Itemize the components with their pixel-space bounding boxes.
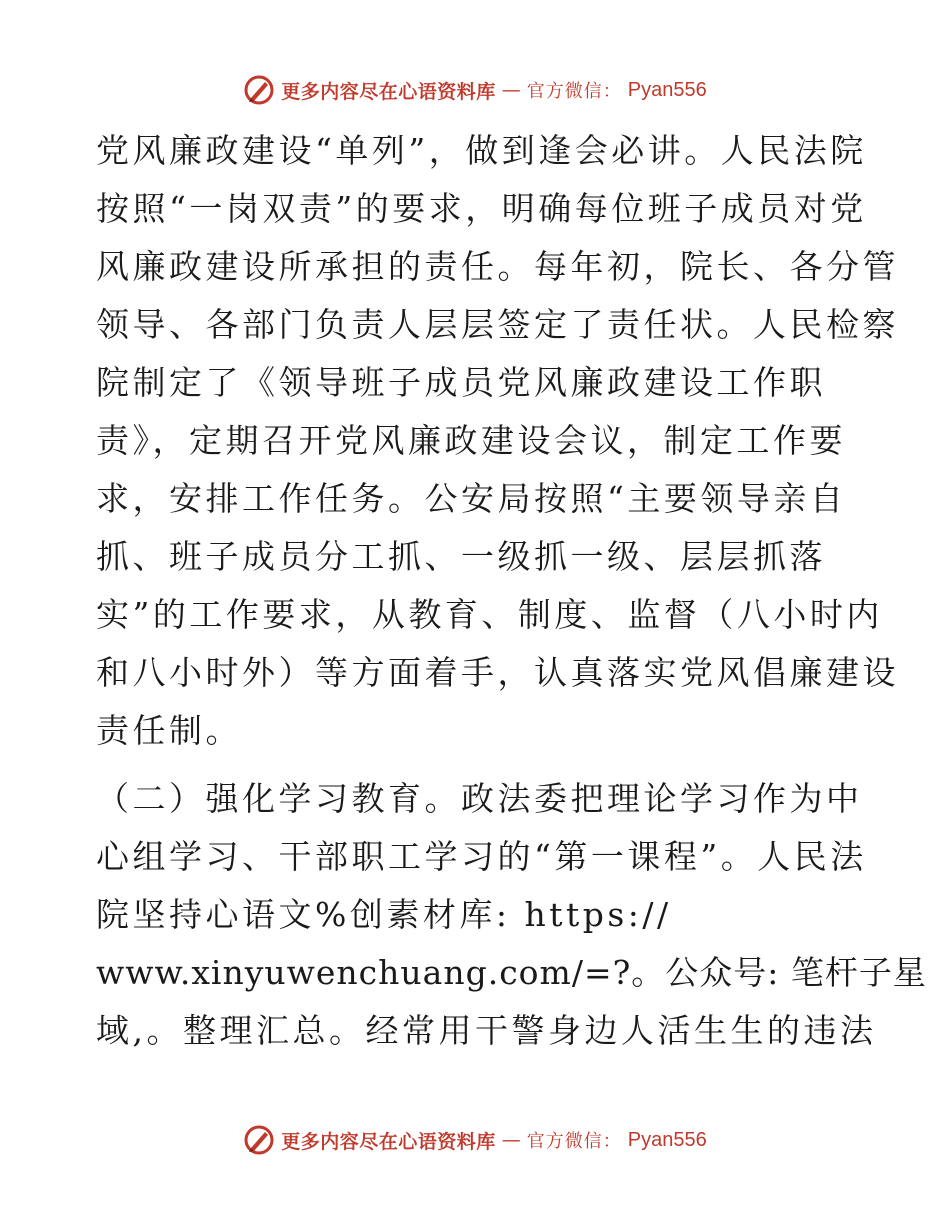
header-banner [0, 70, 950, 110]
banner-contact-id: Pyan556 [627, 1128, 707, 1151]
footer-banner [0, 1120, 950, 1160]
banner-brand-text: 更多内容尽在心语资料库 [281, 1130, 496, 1153]
text-line: 抓、班子成员分工抓、一级抓一级、层层抓落 [96, 537, 826, 576]
text-line: 风廉政建设所承担的责任。每年初，院长、各分管 [96, 247, 899, 286]
text-line: www.xinyuwenchuang.com/=?。公众号: 笔杆子星 [96, 953, 927, 992]
paragraph-2 [96, 770, 927, 1060]
paragraph-1 [96, 122, 899, 760]
banner-dash: — [501, 79, 521, 101]
text-line: 院坚持心语文%创素材库: https:// [96, 895, 672, 934]
text-line: 责任制。 [96, 711, 242, 750]
pen-logo-icon [243, 1124, 275, 1156]
banner-brand-text: 更多内容尽在心语资料库 [281, 80, 496, 103]
banner-contact-label: 官方微信： [526, 81, 622, 102]
text-line: （二）强化学习教育。政法委把理论学习作为中 [96, 779, 863, 818]
pen-logo-icon [243, 74, 275, 106]
banner-contact-label: 官方微信： [526, 1131, 622, 1152]
text-line: 实”的工作要求，从教育、制度、监督（八小时内 [96, 595, 883, 634]
text-line: 按照“一岗双责”的要求，明确每位班子成员对党 [96, 189, 867, 228]
document-body [96, 122, 927, 1060]
text-line: 院制定了《领导班子成员党风廉政建设工作职 [96, 363, 826, 402]
text-line: 和八小时外）等方面着手，认真落实党风倡廉建设 [96, 653, 899, 692]
text-line: 求，安排工作任务。公安局按照“主要领导亲自 [96, 479, 847, 518]
paragraph-spacer [96, 760, 856, 770]
banner-dash: — [501, 1129, 521, 1151]
banner-contact-id: Pyan556 [627, 78, 707, 101]
text-line: 领导、各部门负责人层层签定了责任状。人民检察 [96, 305, 899, 344]
text-line: 域,。整理汇总。经常用干警身边人活生生的违法 [96, 1011, 877, 1050]
text-line: 责》，定期召开党风廉政建设会议，制定工作要 [96, 421, 846, 460]
text-line: 心组学习、干部职工学习的“第一课程”。人民法 [96, 837, 867, 876]
text-line: 党风廉政建设“单列”，做到逢会必讲。人民法院 [96, 131, 867, 170]
